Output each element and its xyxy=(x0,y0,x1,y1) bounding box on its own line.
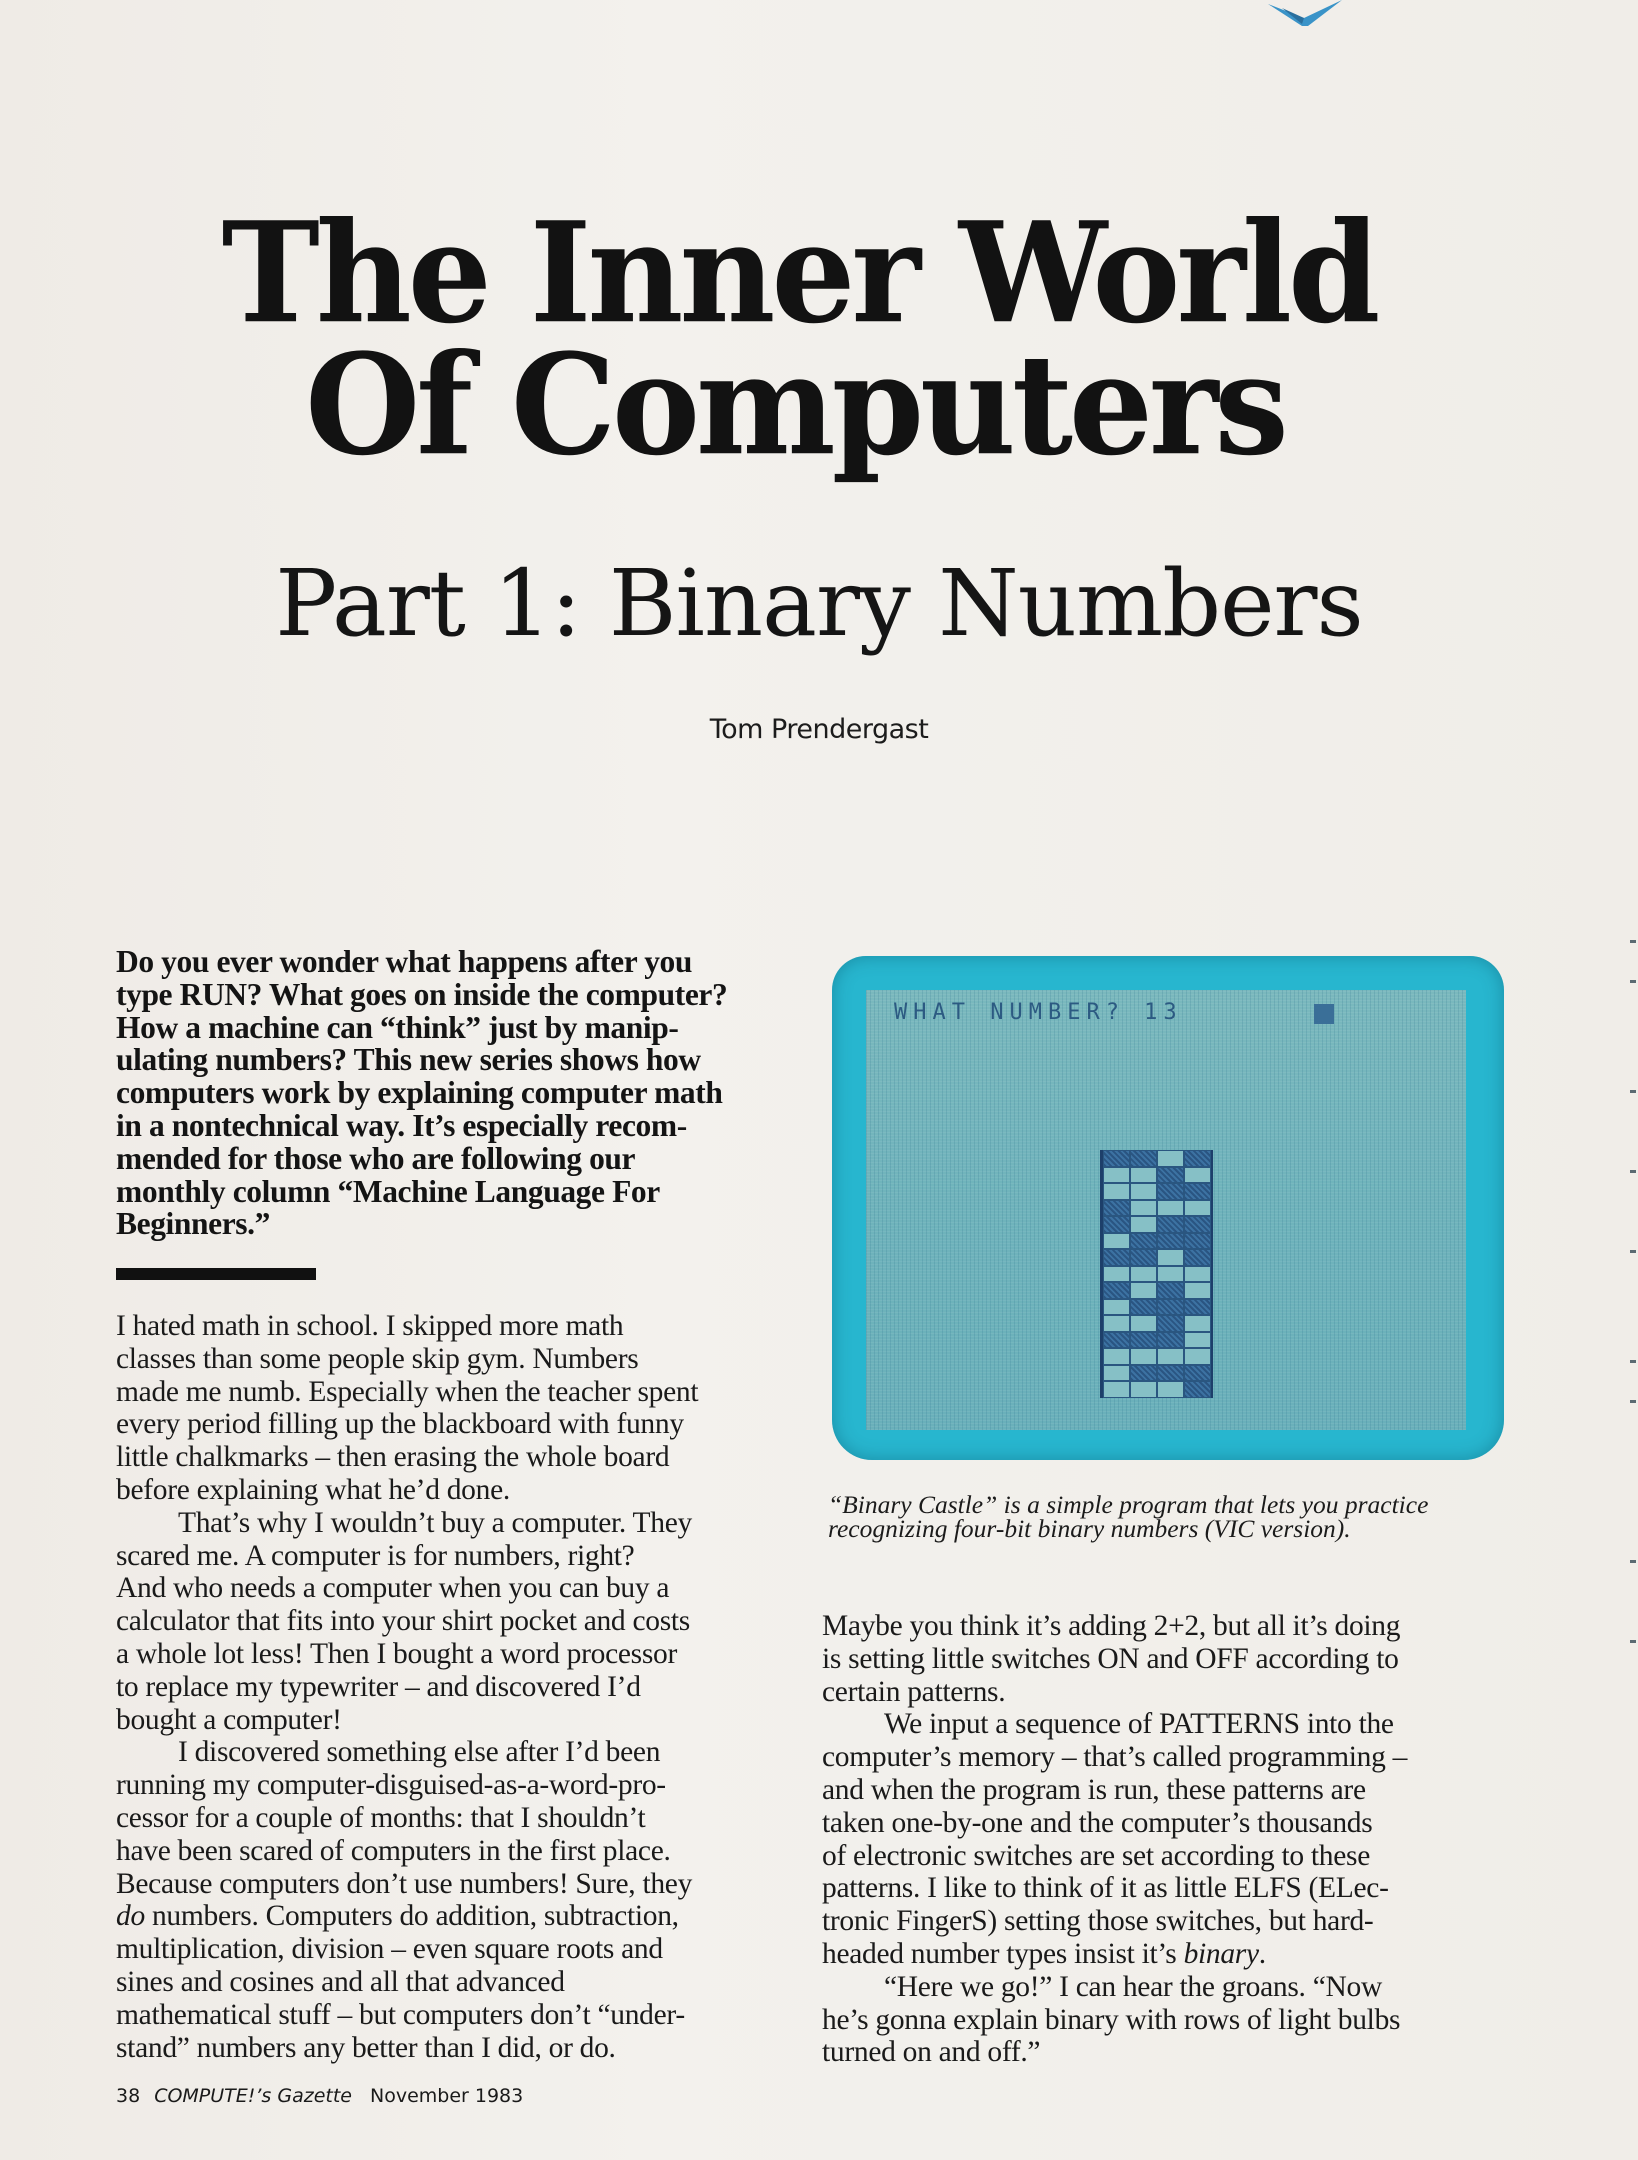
castle-brick xyxy=(1103,1266,1130,1283)
castle-brick xyxy=(1184,1150,1211,1167)
body-paragraph xyxy=(116,1736,806,2064)
castle-brick xyxy=(1184,1183,1211,1200)
castle-brick xyxy=(1184,1381,1211,1398)
vic-screen xyxy=(866,990,1466,1430)
castle-brick xyxy=(1130,1381,1157,1398)
deck-line: computers work by explaining computer math xyxy=(116,1075,723,1111)
deck-line: mended for those who are following our xyxy=(116,1140,636,1176)
castle-brick xyxy=(1157,1332,1184,1349)
body-line: certain patterns. xyxy=(822,1675,1006,1708)
screen-prompt: WHAT NUMBER? 13 xyxy=(894,1000,1183,1025)
caption-line: recognizing four-bit binary numbers (VIC version). xyxy=(828,1514,1351,1543)
castle-brick xyxy=(1184,1315,1211,1332)
castle-brick xyxy=(1103,1200,1130,1217)
body-line: headed number types insist it’s binary. xyxy=(822,1937,1266,1970)
body-line: bought a computer! xyxy=(116,1703,342,1736)
magazine-name: COMPUTE!’s Gazette xyxy=(154,2085,352,2107)
body-line: cessor for a couple of months: that I shouldn’t xyxy=(116,1801,646,1834)
body-line: I discovered something else after I’d been xyxy=(178,1736,661,1769)
castle-brick xyxy=(1130,1315,1157,1332)
castle-brick xyxy=(1103,1315,1130,1332)
castle-brick xyxy=(1130,1365,1157,1382)
castle-brick xyxy=(1103,1365,1130,1382)
body-line: Because computers don’t use numbers! Sure, they xyxy=(116,1867,693,1900)
body-line: classes than some people skip gym. Numbers xyxy=(116,1342,639,1375)
body-line: calculator that fits into your shirt pocket and costs xyxy=(116,1605,690,1638)
figure-monitor-photo xyxy=(832,956,1504,1460)
right-column-body xyxy=(822,1610,1522,2069)
body-paragraph xyxy=(822,1708,1522,1970)
body-line: taken one-by-one and the computer’s thousands xyxy=(822,1806,1373,1839)
body-line: tronic FingerS) setting those switches, but hard- xyxy=(822,1905,1374,1938)
castle-brick xyxy=(1157,1365,1184,1382)
castle-brick xyxy=(1157,1216,1184,1233)
castle-brick xyxy=(1130,1183,1157,1200)
castle-brick xyxy=(1103,1249,1130,1266)
castle-brick xyxy=(1103,1233,1130,1250)
body-line: Maybe you think it’s adding 2+2, but all it’s doing xyxy=(822,1610,1401,1642)
castle-brick xyxy=(1184,1332,1211,1349)
page-edge-marks xyxy=(1628,920,1638,2120)
castle-brick xyxy=(1103,1216,1130,1233)
body-line: is setting little switches ON and OFF according to xyxy=(822,1642,1399,1675)
body-line: turned on and off.” xyxy=(822,2036,1041,2069)
body-line: he’s gonna explain binary with rows of light bulbs xyxy=(822,2003,1401,2036)
deck-line: in a nontechnical way. It’s especially recom- xyxy=(116,1107,687,1143)
castle-brick xyxy=(1130,1233,1157,1250)
body-line: scared me. A computer is for numbers, right? xyxy=(116,1539,635,1572)
castle-brick xyxy=(1157,1381,1184,1398)
castle-brick xyxy=(1103,1282,1130,1299)
castle-brick xyxy=(1157,1183,1184,1200)
body-line: multiplication, division – even square roots and xyxy=(116,1933,663,1966)
castle-brick xyxy=(1184,1167,1211,1184)
body-line: patterns. I like to think of it as little ELFS (ELec- xyxy=(822,1872,1389,1905)
castle-brick xyxy=(1157,1167,1184,1184)
castle-brick xyxy=(1184,1282,1211,1299)
article-title-line-1: The Inner World xyxy=(221,192,1377,355)
castle-brick xyxy=(1184,1216,1211,1233)
castle-brick xyxy=(1130,1249,1157,1266)
castle-brick xyxy=(1130,1282,1157,1299)
page-number: 38 xyxy=(116,2085,141,2107)
body-paragraph xyxy=(116,1310,806,1507)
castle-brick xyxy=(1184,1365,1211,1382)
body-line: “Here we go!” I can hear the groans. “Now xyxy=(884,1970,1382,2003)
author-byline: Tom Prendergast xyxy=(709,714,929,745)
body-line: of electronic switches are set according to these xyxy=(822,1839,1371,1872)
castle-brick xyxy=(1157,1233,1184,1250)
castle-brick xyxy=(1184,1266,1211,1283)
castle-brick xyxy=(1184,1348,1211,1365)
castle-brick xyxy=(1157,1315,1184,1332)
castle-brick xyxy=(1157,1266,1184,1283)
castle-brick xyxy=(1184,1200,1211,1217)
body-line: before explaining what he’d done. xyxy=(116,1473,510,1506)
body-line: computer’s memory – that’s called programming – xyxy=(822,1741,1408,1774)
deck-line: ulating numbers? This new series shows how xyxy=(116,1042,701,1078)
castle-brick xyxy=(1157,1282,1184,1299)
body-paragraph xyxy=(822,1610,1522,1708)
castle-brick xyxy=(1184,1299,1211,1316)
body-line: We input a sequence of PATTERNS into the xyxy=(884,1708,1394,1741)
emphasis: do xyxy=(116,1900,145,1933)
deck-line: type RUN? What goes on inside the computer? xyxy=(116,976,728,1012)
deck-divider-rule xyxy=(116,1268,316,1280)
body-line: sines and cosines and all that advanced xyxy=(116,1965,565,1998)
castle-brick xyxy=(1130,1200,1157,1217)
page-folio xyxy=(116,2085,523,2107)
body-line: to replace my typewriter – and discovered I’d xyxy=(116,1670,641,1703)
article-title-line-2: Of Computers xyxy=(305,324,1285,487)
body-line: and when the program is run, these patterns are xyxy=(822,1773,1366,1806)
castle-brick xyxy=(1130,1150,1157,1167)
body-line: stand” numbers any better than I did, or do. xyxy=(116,2031,616,2064)
castle-brick xyxy=(1103,1150,1130,1167)
castle-brick xyxy=(1103,1167,1130,1184)
body-line: mathematical stuff – but computers don’t “under- xyxy=(116,1998,685,2031)
issue-date: November 1983 xyxy=(370,2085,524,2107)
body-line: have been scared of computers in the first place. xyxy=(116,1834,671,1867)
deck-line: monthly column “Machine Language For xyxy=(116,1173,660,1209)
decorative-chevron-icon xyxy=(1268,0,1342,26)
deck-line: Beginners.” xyxy=(116,1206,270,1242)
body-line: made me numb. Especially when the teacher spent xyxy=(116,1375,699,1408)
body-paragraph xyxy=(822,1971,1522,2069)
castle-brick xyxy=(1130,1167,1157,1184)
binary-castle-grid xyxy=(1100,1150,1213,1398)
castle-brick xyxy=(1103,1381,1130,1398)
body-line: I hated math in school. I skipped more math xyxy=(116,1310,624,1342)
castle-brick xyxy=(1157,1348,1184,1365)
castle-brick xyxy=(1130,1266,1157,1283)
body-line: do numbers. Computers do addition, subtraction, xyxy=(116,1900,679,1933)
castle-brick xyxy=(1157,1150,1184,1167)
castle-brick xyxy=(1157,1200,1184,1217)
body-line: little chalkmarks – then erasing the whole board xyxy=(116,1441,670,1474)
castle-brick xyxy=(1157,1299,1184,1316)
left-column-body xyxy=(116,1310,806,2064)
body-line: And who needs a computer when you can buy a xyxy=(116,1572,670,1605)
castle-brick xyxy=(1103,1332,1130,1349)
body-line: a whole lot less! Then I bought a word processor xyxy=(116,1637,677,1670)
castle-brick xyxy=(1184,1249,1211,1266)
article-subtitle: Part 1: Binary Numbers xyxy=(275,550,1363,657)
body-line: That’s why I wouldn’t buy a computer. They xyxy=(178,1506,692,1539)
body-paragraph xyxy=(116,1507,806,1737)
screen-cursor xyxy=(1314,1004,1334,1024)
castle-brick xyxy=(1184,1233,1211,1250)
castle-brick xyxy=(1103,1183,1130,1200)
castle-brick xyxy=(1103,1299,1130,1316)
castle-brick xyxy=(1130,1216,1157,1233)
article-deck xyxy=(116,946,816,1241)
body-line: running my computer-disguised-as-a-word-pro- xyxy=(116,1769,666,1802)
figure-caption xyxy=(828,1490,1528,1543)
body-line: every period filling up the blackboard with funny xyxy=(116,1408,684,1441)
castle-brick xyxy=(1130,1348,1157,1365)
deck-line: How a machine can “think” just by manip- xyxy=(116,1009,679,1045)
emphasis: binary xyxy=(1183,1937,1259,1970)
castle-brick xyxy=(1130,1332,1157,1349)
deck-line: Do you ever wonder what happens after you xyxy=(116,944,693,979)
castle-brick xyxy=(1103,1348,1130,1365)
caption-line: “Binary Castle” is a simple program that lets you practice xyxy=(828,1490,1429,1519)
castle-brick xyxy=(1157,1249,1184,1266)
castle-brick xyxy=(1130,1299,1157,1316)
